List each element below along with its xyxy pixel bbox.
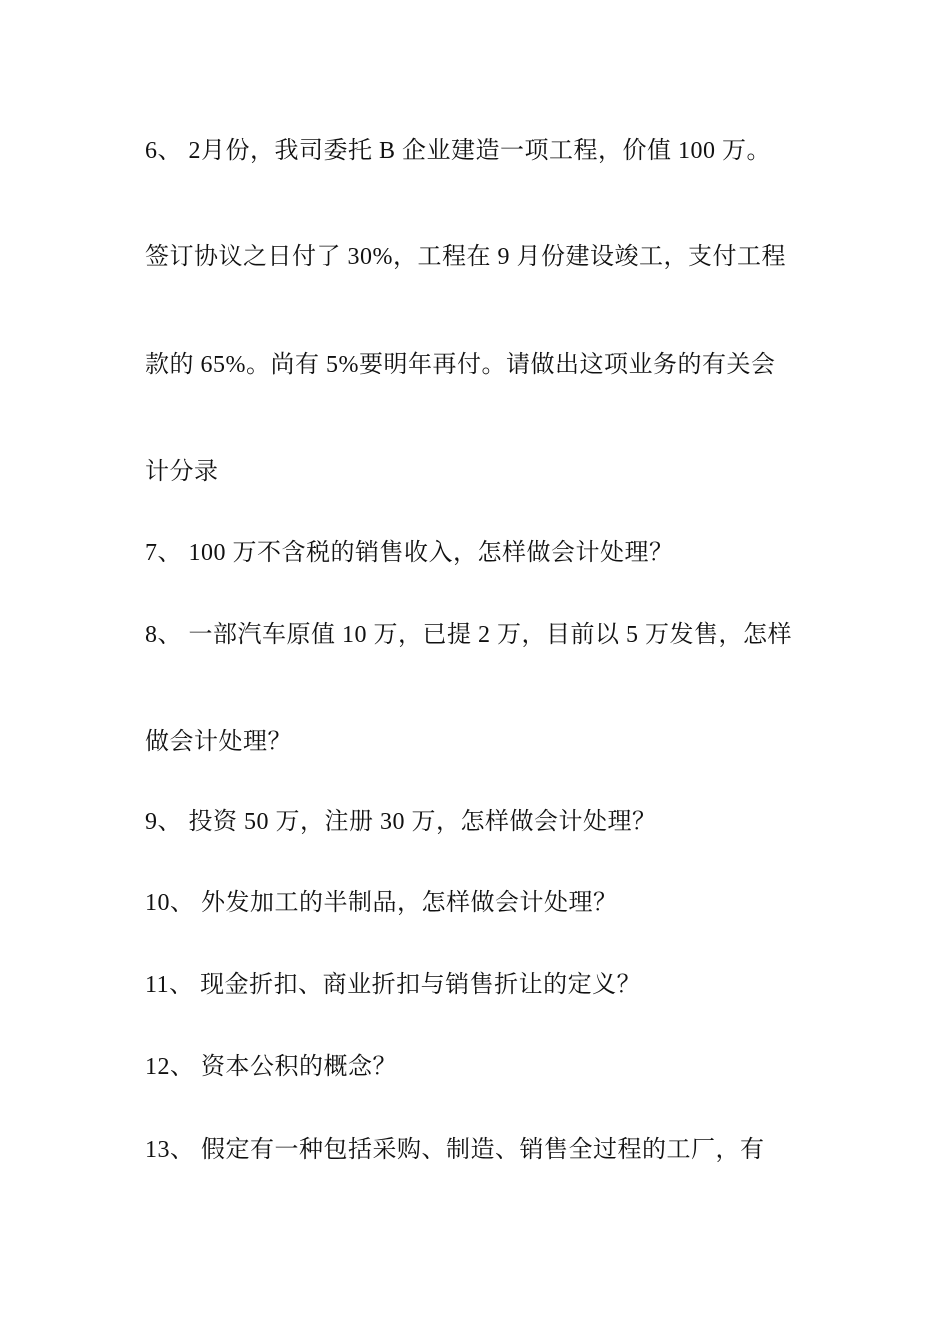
- text-line-q8-part1: 8、 一部汽车原值 10 万，已提 2 万，目前以 5 万发售，怎样: [145, 622, 792, 648]
- text-line-q7: 7、 100 万不含税的销售收入，怎样做会计处理？: [145, 540, 674, 566]
- text-line-q6-part1: 6、 2月份，我司委托 B 企业建造一项工程，价值 100 万。: [145, 138, 772, 164]
- text-line-q6-part4: 计分录: [145, 459, 219, 485]
- text-line-q6-part3: 款的 65%。尚有 5%要明年再付。请做出这项业务的有关会: [145, 352, 776, 378]
- text-line-q9: 9、 投资 50 万，注册 30 万，怎样做会计处理？: [145, 809, 657, 835]
- text-line-q6-part2: 签订协议之日付了 30%，工程在 9 月份建设竣工，支付工程: [145, 244, 786, 270]
- text-line-q13: 13、 假定有一种包括采购、制造、销售全过程的工厂，有: [145, 1137, 765, 1163]
- text-line-q11: 11、 现金折扣、商业折扣与销售折让的定义？: [145, 972, 642, 998]
- text-line-q8-part2: 做会计处理？: [145, 729, 292, 755]
- text-line-q10: 10、 外发加工的半制品，怎样做会计处理？: [145, 890, 618, 916]
- text-line-q12: 12、 资本公积的概念？: [145, 1054, 397, 1080]
